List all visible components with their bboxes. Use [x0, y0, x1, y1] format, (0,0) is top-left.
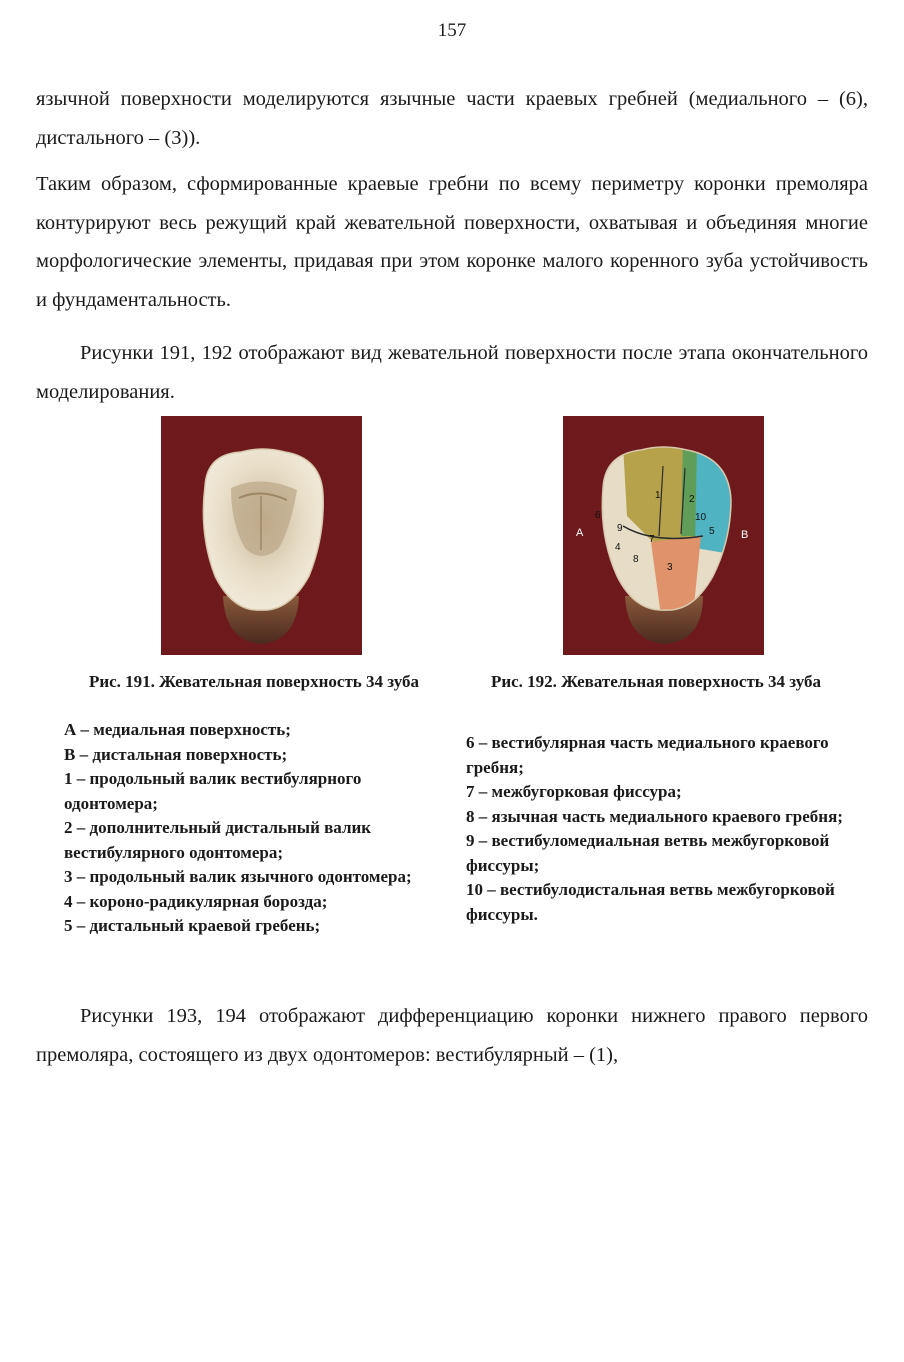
figure-192-legend	[466, 731, 850, 927]
marker-10: 10	[695, 512, 707, 523]
figure-191-caption: Рис. 191. Жевательная поверхность 34 зуба	[88, 672, 420, 691]
legend-item: 5 – дистальный краевой гребень;	[64, 916, 321, 935]
legend-item: 3 – продольный валик язычного одонтомера;	[64, 867, 412, 886]
figure-192-image	[563, 416, 764, 655]
marker-7: 7	[649, 534, 655, 545]
legend-item: 9 – вестибуломедиальная ветвь межбугорковой фиссуры;	[466, 831, 830, 875]
marker-1: 1	[655, 490, 661, 501]
tooth-192-diagram	[563, 416, 764, 655]
marker-2: 2	[689, 494, 695, 505]
marker-8: 8	[633, 554, 639, 565]
marker-9: 9	[617, 523, 623, 534]
figure-191-legend	[64, 718, 448, 939]
legend-item: 10 – вестибулодистальная ветвь межбугорковой фиссуры.	[466, 880, 835, 924]
legend-item: 7 – межбугорковая фиссура;	[466, 782, 682, 801]
side-label-a: A	[576, 527, 584, 539]
legend-item: 8 – язычная часть медиального краевого гребня;	[466, 806, 843, 826]
legend-item: 1 – продольный валик вестибулярного одонтомера;	[64, 769, 362, 813]
paragraph-4: Рисунки 193, 194 отображают дифференциацию коронки нижнего правого первого премоляра, состоящего из двух одонтомеров: вестибулярный – (1),	[36, 1005, 868, 1066]
legend-item: 6 – вестибулярная часть медиального краевого гребня;	[466, 733, 829, 777]
marker-5: 5	[709, 526, 715, 537]
legend-item: В – дистальная поверхность;	[64, 744, 288, 764]
legend-item: 4 – короно-радикулярная борозда;	[64, 891, 328, 911]
side-label-b: B	[741, 529, 749, 541]
page-number: 157	[437, 20, 467, 41]
legend-item: А – медиальная поверхность;	[64, 720, 291, 739]
figure-191-image	[161, 416, 362, 655]
marker-4: 4	[615, 542, 621, 553]
tooth-191-illustration	[161, 416, 362, 655]
legend-item: 2 – дополнительный дистальный валик вестибулярного одонтомера;	[64, 818, 372, 862]
marker-6: 6	[595, 510, 601, 521]
paragraph-2: Таким образом, сформированные краевые гребни по всему периметру коронки премоляра контурируют весь режущий край жевательной поверхности, охватывая и объединяя многие морфологические элементы, придавая при этом коронке малого коренного зуба устойчивость и фундаментальность.	[36, 173, 868, 311]
marker-3: 3	[667, 562, 673, 573]
paragraph-1: язычной поверхности моделируются язычные части краевых гребней (медиального – (6), дистального – (3)).	[36, 88, 868, 149]
figure-192-caption: Рис. 192. Жевательная поверхность 34 зуба	[490, 672, 822, 691]
paragraph-3: Рисунки 191, 192 отображают вид жевательной поверхности после этапа окончательного моделирования.	[36, 342, 868, 403]
